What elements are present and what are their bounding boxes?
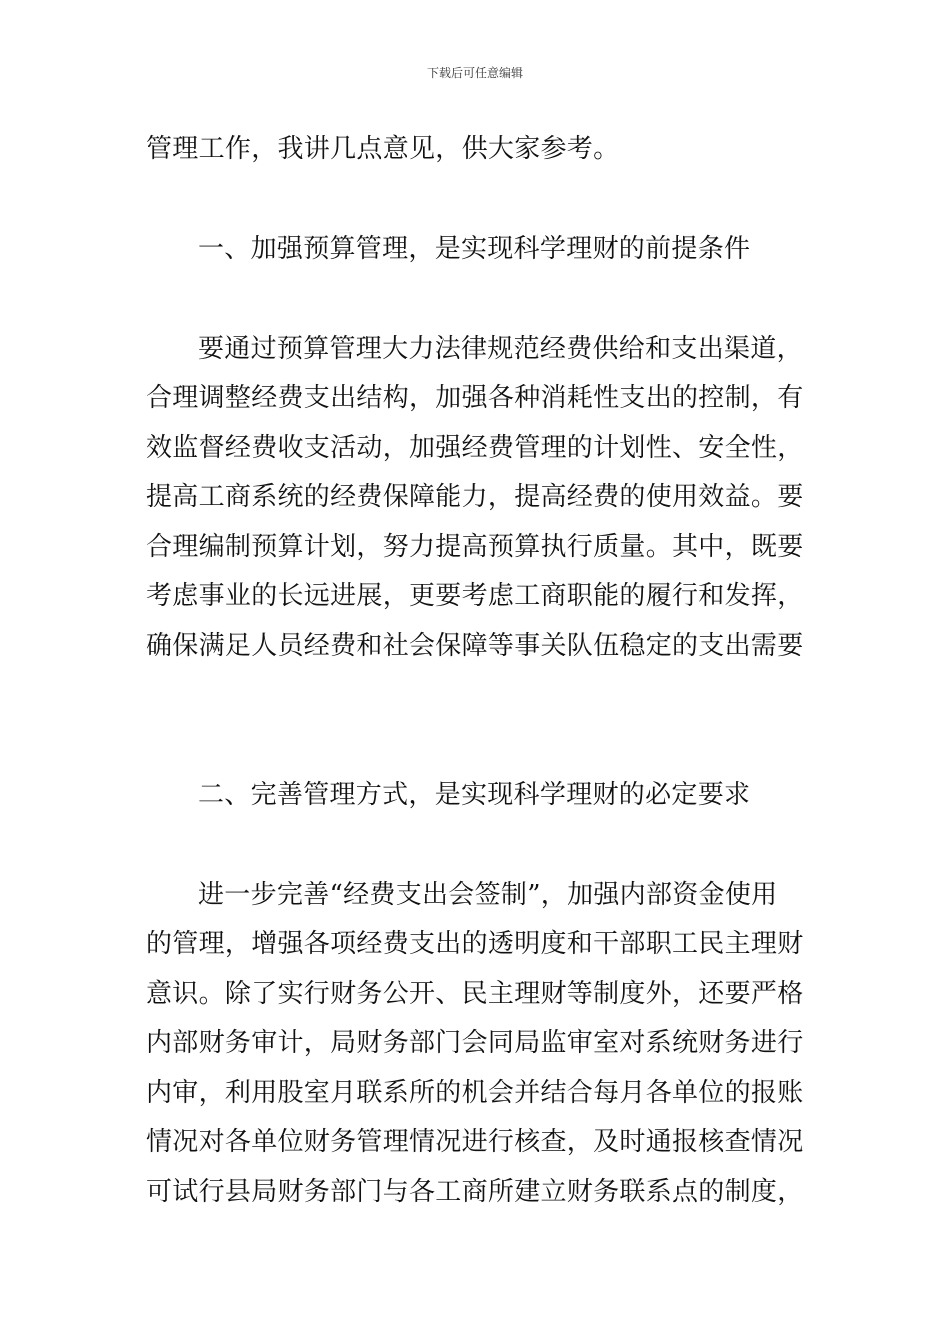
text-line: 可试行县局财务部门与各工商所建立财务联系点的制度， (146, 1177, 804, 1207)
section-heading-1: 一、加强预算管理，是实现科学理财的前提条件 (198, 234, 751, 264)
text-line: 要通过预算管理大力法律规范经费供给和支出渠道， (198, 334, 803, 364)
section-heading-2: 二、完善管理方式，是实现科学理财的必定要求 (198, 780, 751, 810)
text-line: 情况对各单位财务管理情况进行核查，及时通报核查情况 (146, 1127, 804, 1157)
text-line: 确保满足人员经费和社会保障等事关队伍稳定的支出需要 (146, 631, 804, 661)
text-line: 意识。除了实行财务公开、民主理财等制度外，还要严格 (146, 979, 804, 1009)
text-line: 的管理，增强各项经费支出的透明度和干部职工民主理财 (146, 929, 804, 959)
text-line: 进一步完善“经费支出会签制”，加强内部资金使用 (198, 880, 778, 910)
text-line: 合理调整经费支出结构，加强各种消耗性支出的控制，有 (146, 383, 804, 413)
page-header: 下载后可任意编辑 (426, 66, 523, 80)
text-line: 效监督经费收支活动，加强经费管理的计划性、安全性， (146, 433, 804, 463)
text-line: 内部财务审计，局财务部门会同局监审室对系统财务进行 (146, 1028, 804, 1058)
text-line: 管理工作，我讲几点意见，供大家参考。 (146, 134, 620, 164)
text-line: 合理编制预算计划，努力提高预算执行质量。其中，既要 (146, 532, 804, 562)
text-line: 考虑事业的长远进展，更要考虑工商职能的履行和发挥， (146, 581, 804, 611)
text-line: 内审，利用股室月联系所的机会并结合每月各单位的报账 (146, 1078, 804, 1108)
text-line: 提高工商系统的经费保障能力，提高经费的使用效益。要 (146, 482, 804, 512)
